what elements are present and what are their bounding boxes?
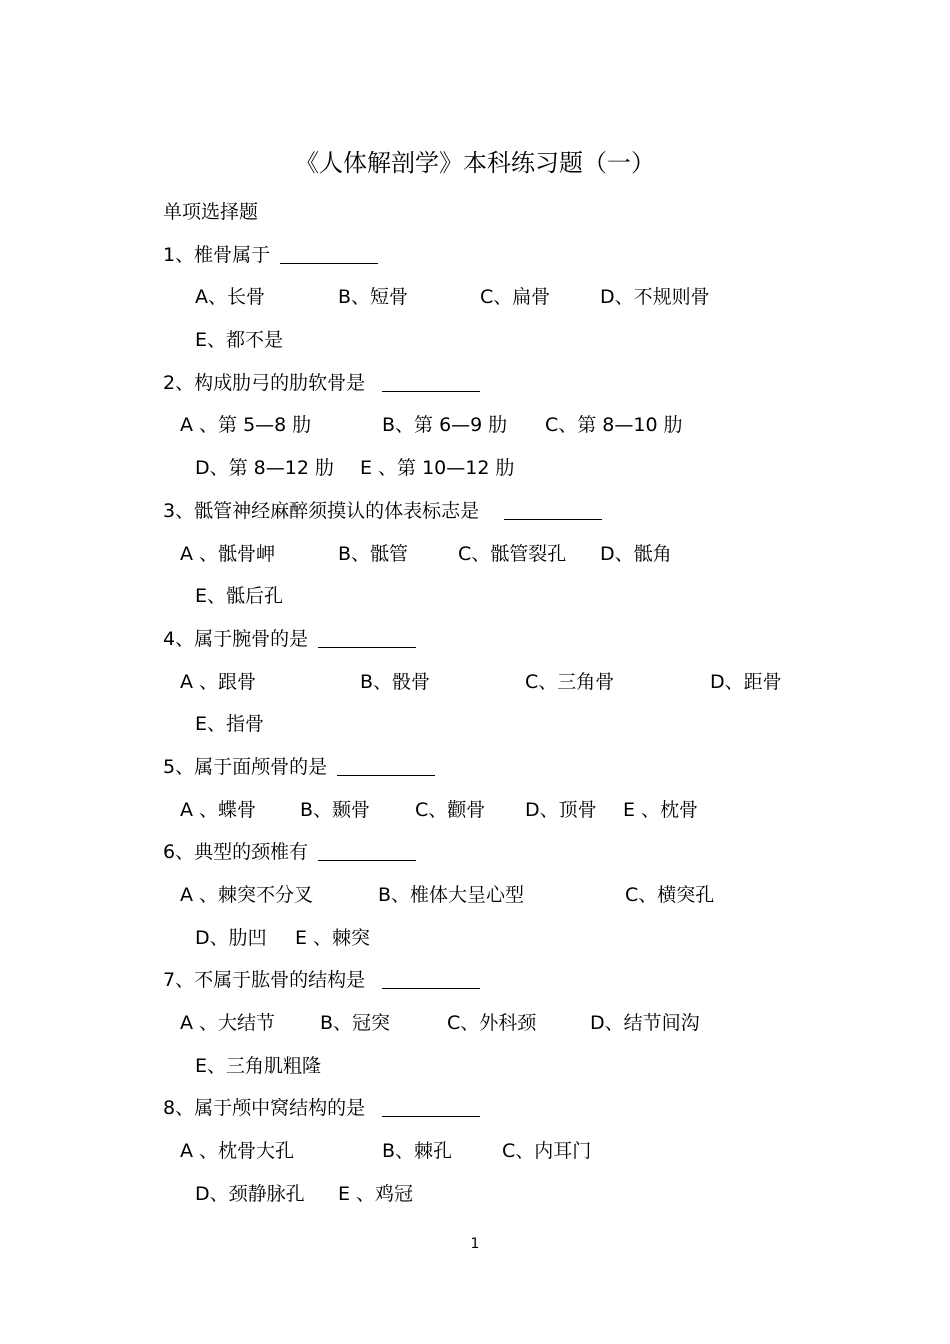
question-stem	[163, 371, 480, 395]
option: C、扁骨	[480, 286, 551, 308]
option: D、肋凹	[195, 927, 267, 949]
option: C、骶管裂孔	[458, 543, 567, 565]
option: A 、棘突不分叉	[180, 884, 314, 906]
question-text: 3、骶管神经麻醉须摸认的体表标志是	[163, 500, 480, 522]
option: C、颧骨	[415, 799, 486, 821]
option: A、长骨	[195, 286, 265, 308]
answer-blank	[337, 757, 435, 776]
option: E 、鸡冠	[338, 1183, 414, 1205]
answer-blank	[382, 1098, 480, 1117]
option: D、距骨	[710, 671, 782, 693]
page-title: 《人体解剖学》本科练习题（一）	[295, 149, 655, 177]
option: E 、第 10—12 肋	[360, 457, 515, 479]
option: D、颈静脉孔	[195, 1183, 305, 1205]
option: B、第 6—9 肋	[382, 414, 508, 436]
question-stem	[163, 840, 416, 864]
option: D、结节间沟	[590, 1012, 700, 1034]
question-stem	[163, 627, 416, 651]
answer-blank	[382, 373, 480, 392]
answer-blank	[280, 245, 378, 264]
option: C、三角骨	[525, 671, 615, 693]
option: A 、第 5—8 肋	[180, 414, 312, 436]
option: E 、棘突	[295, 927, 371, 949]
question-text: 5、属于面颅骨的是	[163, 756, 328, 778]
option: A 、蝶骨	[180, 799, 257, 821]
option: B、颞骨	[300, 799, 371, 821]
option: B、骰骨	[360, 671, 431, 693]
question-stem	[163, 1096, 480, 1120]
section-heading: 单项选择题	[163, 201, 259, 223]
question-stem	[163, 499, 602, 523]
option: B、冠突	[320, 1012, 391, 1034]
option: C、第 8—10 肋	[545, 414, 683, 436]
option: E、指骨	[195, 713, 265, 735]
page-number: 1	[470, 1236, 480, 1252]
question-stem	[163, 243, 378, 267]
question-text: 4、属于腕骨的是	[163, 628, 309, 650]
option: D、骶角	[600, 543, 672, 565]
question-stem	[163, 968, 480, 992]
option: E、骶后孔	[195, 585, 284, 607]
option: A 、大结节	[180, 1012, 276, 1034]
question-text: 6、典型的颈椎有	[163, 841, 309, 863]
question-text: 7、不属于肱骨的结构是	[163, 969, 366, 991]
option: E、三角肌粗隆	[195, 1055, 322, 1077]
option: A 、跟骨	[180, 671, 257, 693]
answer-blank	[504, 501, 602, 520]
option: C、内耳门	[502, 1140, 592, 1162]
option: E 、枕骨	[623, 799, 699, 821]
option: B、棘孔	[382, 1140, 453, 1162]
option: D、不规则骨	[600, 286, 710, 308]
option: A 、骶骨岬	[180, 543, 276, 565]
option: B、短骨	[338, 286, 409, 308]
option: D、第 8—12 肋	[195, 457, 334, 479]
question-stem	[163, 755, 435, 779]
option: B、椎体大呈心型	[378, 884, 525, 906]
option: D、顶骨	[525, 799, 597, 821]
option: C、外科颈	[447, 1012, 537, 1034]
answer-blank	[318, 629, 416, 648]
question-text: 8、属于颅中窝结构的是	[163, 1097, 366, 1119]
option: E、都不是	[195, 329, 284, 351]
option: B、骶管	[338, 543, 409, 565]
option: C、横突孔	[625, 884, 715, 906]
question-text: 2、构成肋弓的肋软骨是	[163, 372, 366, 394]
question-text: 1、椎骨属于	[163, 244, 271, 266]
answer-blank	[318, 842, 416, 861]
option: A 、枕骨大孔	[180, 1140, 295, 1162]
answer-blank	[382, 970, 480, 989]
